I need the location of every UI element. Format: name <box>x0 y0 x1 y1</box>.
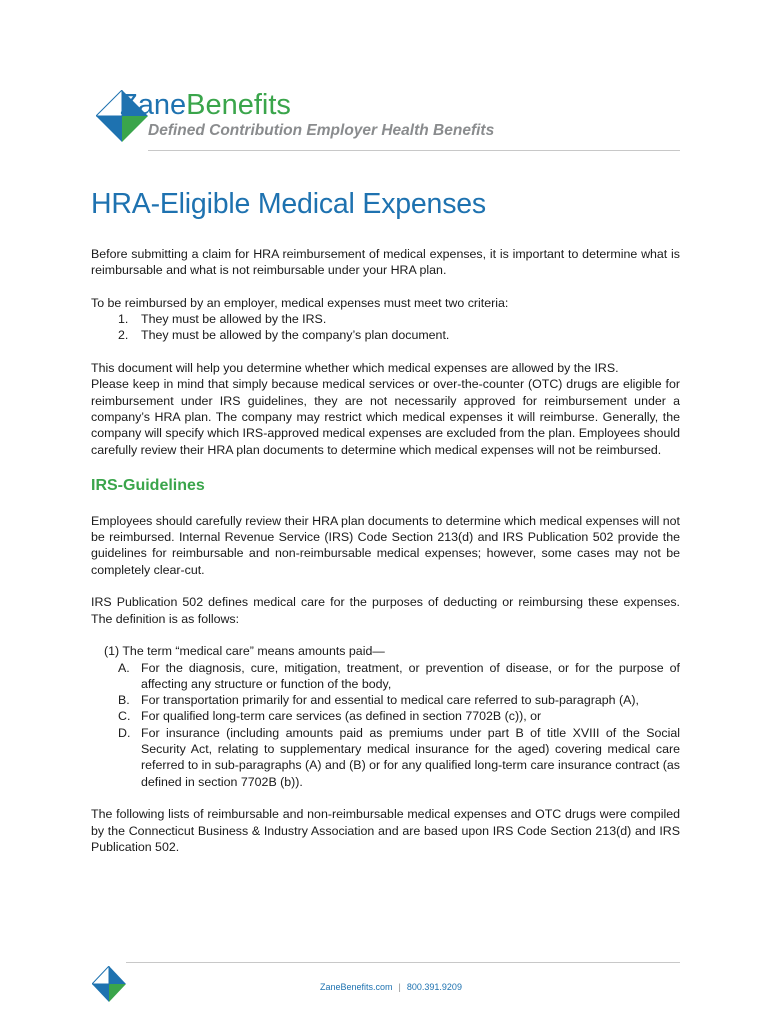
criteria-list <box>91 311 680 344</box>
list-item <box>91 660 680 693</box>
footer-divider <box>126 962 680 963</box>
irs-paragraph-2: IRS Publication 502 defines medical care for the purposes of deducting or reimbursing these expenses. The definition is as follows: <box>91 595 680 626</box>
list-item <box>91 725 680 790</box>
definition-list <box>91 660 680 790</box>
document-body <box>91 186 680 855</box>
list-letter: D. <box>118 725 131 740</box>
header-divider <box>148 150 680 151</box>
footer-contact <box>320 982 462 992</box>
purpose-line: This document will help you determine whether which medical expenses are allowed by the IRS. <box>91 361 619 376</box>
list-letter: B. <box>118 693 130 708</box>
brand-name-benefits: Benefits <box>186 89 291 121</box>
list-text: They must be allowed by the company’s plan document. <box>141 328 450 343</box>
list-text: For insurance (including amounts paid as premiums under part B of title XVIII of the Social Security Act, relating to supplementary medical insurance for the aged) covering medical care referred to in sub-paragraphs (A) and (B) or for any qualified long-term care insurance contract (as defined in section 7702B (b)). <box>141 725 680 789</box>
criteria-lead: To be reimbursed by an employer, medical expenses must meet two criteria: <box>91 295 509 310</box>
brand-wordmark <box>120 88 291 122</box>
footer-phone: 800.391.9209 <box>406 982 462 992</box>
list-letter: C. <box>118 709 131 724</box>
brand-name-zane: Zane <box>120 89 187 121</box>
section-heading-irs-guidelines: IRS-Guidelines <box>91 476 205 494</box>
brand-tagline: Defined Contribution Employer Health Benefits <box>148 122 495 139</box>
purpose-paragraph: Please keep in mind that simply because medical services or over-the-counter (OTC) drugs are eligible for reimbursement under IRS guidelines, they are not necessarily approved for reimbursement under a company’s HRA plan. The company may restrict which medical expenses it will reimburse. Generally, the company will specify which IRS-approved medical expenses are excluded from the plan. Employees should carefully review their HRA plan documents to determine which medical expenses will not be reimbursed. <box>91 377 680 457</box>
list-item <box>91 311 680 327</box>
list-text: They must be allowed by the IRS. <box>141 312 327 327</box>
list-number: 2. <box>118 328 129 343</box>
list-text: For transportation primarily for and essential to medical care referred to sub-paragraph (A), <box>141 693 639 708</box>
company-logo <box>96 88 688 152</box>
list-text: For the diagnosis, cure, mitigation, treatment, or prevention of disease, or for the purpose of affecting any structure or function of the body, <box>141 660 680 691</box>
list-item <box>91 692 680 708</box>
footer-logo-icon <box>92 966 126 1002</box>
definition-lead: (1) The term “medical care” means amounts paid— <box>104 644 385 659</box>
irs-paragraph-1: Employees should carefully review their HRA plan documents to determine which medical expenses will not be reimbursed. Internal Revenue Service (IRS) Code Section 213(d) and IRS Publication 502 provide the guidelines for reimbursable and non-reimbursable medical expenses; however, some cases may not be completely clear-cut. <box>91 513 680 577</box>
list-item <box>91 708 680 724</box>
list-text: For qualified long-term care services (as defined in section 7702B (c)), or <box>141 709 542 724</box>
intro-paragraph: Before submitting a claim for HRA reimbursement of medical expenses, it is important to determine what is reimbursable and what is not reimbursable under your HRA plan. <box>91 247 680 278</box>
list-number: 1. <box>118 312 129 327</box>
irs-paragraph-3: The following lists of reimbursable and non-reimbursable medical expenses and OTC drugs were compiled by the Connecticut Business & Industry Association and are based upon IRS Code Section 213(d) and IRS Publication 502. <box>91 807 680 854</box>
footer-website-link[interactable]: ZaneBenefits.com <box>320 982 393 992</box>
footer-separator: | <box>398 982 401 992</box>
page-title: HRA-Eligible Medical Expenses <box>91 188 486 220</box>
list-letter: A. <box>118 660 130 675</box>
list-item <box>91 327 680 343</box>
